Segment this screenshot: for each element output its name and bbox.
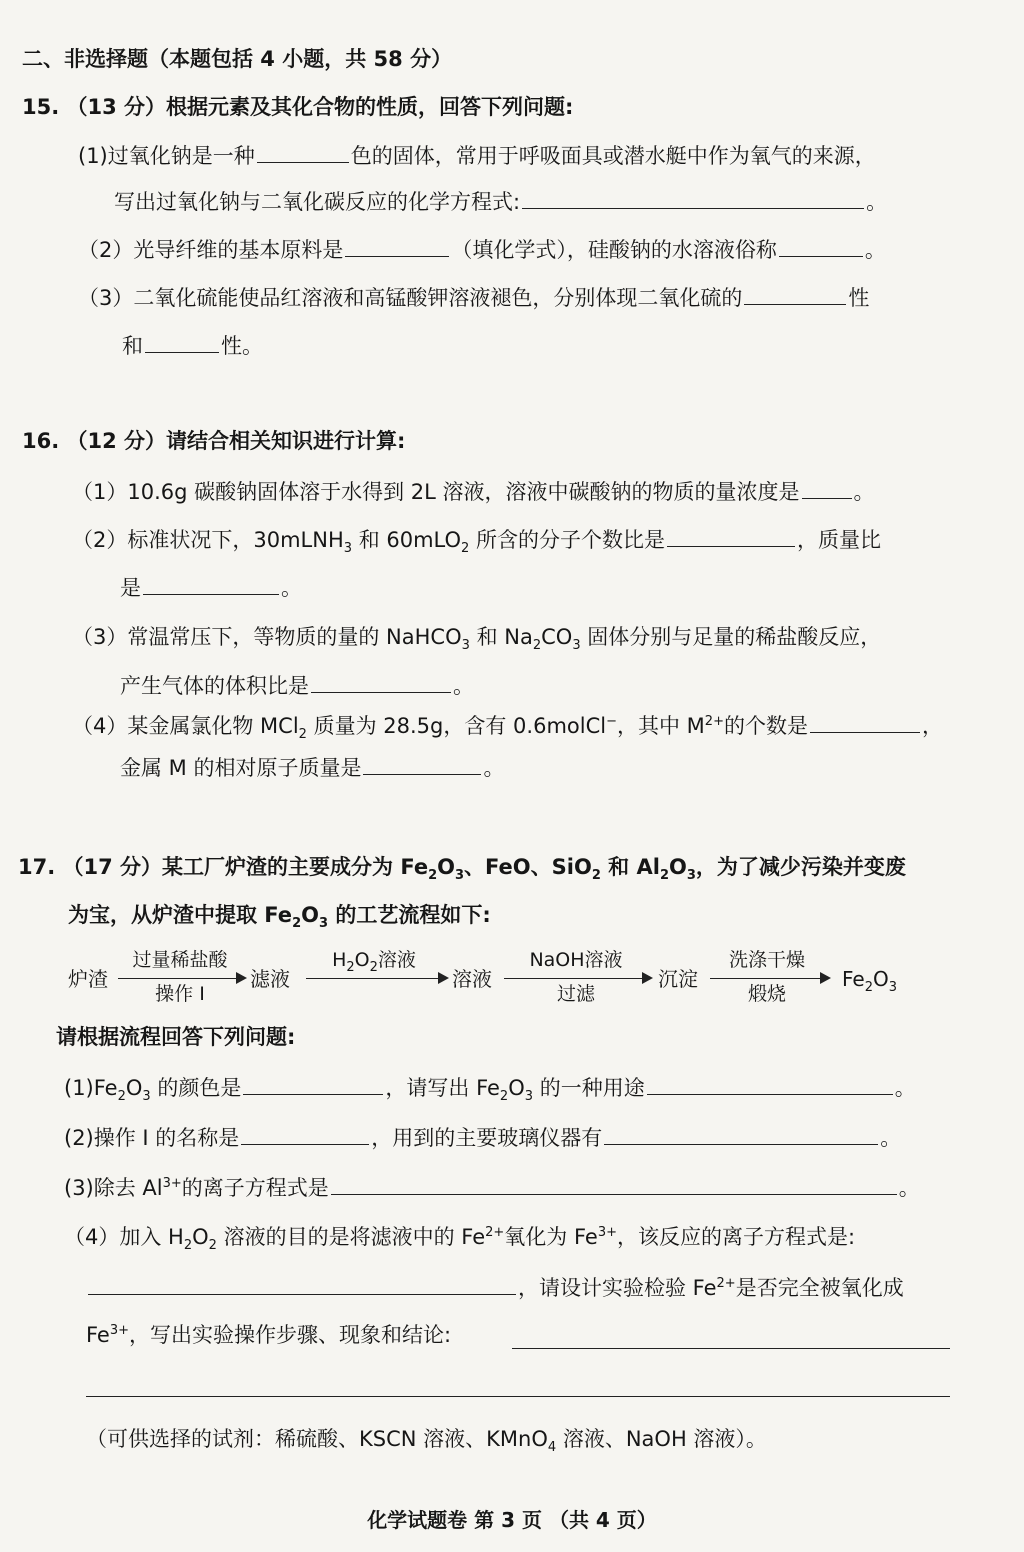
q17-part4-line2: ，请设计实验检验 $Fe^{2+}$是否完全被氧化成: [86, 1272, 904, 1303]
q17-part1: $(1)Fe_2O_3$ 的颜色是 ，请写出 $Fe_2O_3$ 的一种用途 。: [64, 1072, 916, 1103]
answer-blank[interactable]: [243, 1072, 383, 1095]
q17-part2: (2)操作 I 的名称是 ，用到的主要玻璃仪器有 。: [64, 1122, 901, 1153]
answer-blank[interactable]: [311, 670, 451, 693]
q16-header: 16. （12 分）请结合相关知识进行计算:: [22, 429, 406, 453]
answer-blank[interactable]: [143, 572, 279, 595]
flow-node-filtrate: 滤液: [250, 967, 290, 991]
q15-part1-line1: (1)过氧化钠是一种 色的固体，常用于呼吸面具或潜水艇中作为氧气的来源，: [78, 140, 876, 171]
process-flow-diagram: [62, 948, 962, 1010]
q16-part4-line1: （4）某金属氯化物 MCl$_2$ 质量为 28.5g，含有 0.6molCl−，其中 $M^{2+}$的个数是 ，: [72, 710, 943, 741]
q15-part2: （2）光导纤维的基本原料是 （填化学式），硅酸钠的水溶液俗称 。: [78, 234, 886, 265]
flow-arrow2-top-label: $H_2O_2$溶液: [332, 949, 416, 975]
q16-part1: （1）10.6g 碳酸钠固体溶于水得到 2L 溶液，溶液中碳酸钠的物质的量浓度是 。: [72, 476, 875, 507]
flow-arrow4-top-label: 洗涤干燥: [728, 949, 805, 971]
flow-node-precipitate: 沉淀: [658, 967, 698, 991]
answer-blank[interactable]: [241, 1122, 369, 1145]
answer-blank[interactable]: [779, 234, 863, 257]
answer-blank[interactable]: [331, 1172, 897, 1195]
q15-part3-line1: （3）二氧化硫能使品红溶液和高锰酸钾溶液褪色，分别体现二氧化硫的 性: [78, 282, 869, 313]
answer-blank[interactable]: [744, 282, 846, 305]
answer-blank[interactable]: [512, 1348, 950, 1349]
q16-part3-line1: （3）常温常压下，等物质的量的 NaHCO$_3$ 和 $Na_2CO_3$ 固体分别与足量的稀盐酸反应，: [72, 625, 882, 654]
answer-blank[interactable]: [604, 1122, 878, 1145]
q15-part3-line2: 和 性。: [122, 330, 263, 361]
answer-blank[interactable]: [345, 234, 449, 257]
answer-blank[interactable]: [810, 710, 920, 733]
q17-intro-line2: 为宝，从炉渣中提取 $Fe_2O_3$ 的工艺流程如下:: [68, 903, 491, 932]
q17-part4-line3: $Fe^{3+}$，写出实验操作步骤、现象和结论:: [86, 1323, 452, 1347]
flow-arrow-1: [118, 978, 238, 979]
q16-part2-line2: 是 。: [120, 572, 302, 603]
answer-blank[interactable]: [363, 752, 481, 775]
answer-blank[interactable]: [86, 1396, 950, 1397]
q17-prompt: 请根据流程回答下列问题:: [56, 1025, 296, 1049]
flow-node-solution: 溶液: [452, 967, 492, 991]
q17-part4-line1: （4）加入 $H_2O_2$ 溶液的目的是将滤液中的 $Fe^{2+}$氧化为 $Fe^{3+}$，该反应的离子方程式是:: [64, 1225, 856, 1254]
q15-header: 15. （13 分）根据元素及其化合物的性质，回答下列问题:: [22, 95, 574, 119]
flow-arrow3-bottom-label: 过滤: [556, 983, 595, 1005]
flow-arrow4-bottom-label: 煅烧: [747, 983, 786, 1005]
flow-arrow1-bottom-label: 操作 I: [155, 983, 205, 1005]
flow-arrow-2: [306, 978, 440, 979]
q15-part1-line2: 写出过氧化钠与二氧化碳反应的化学方程式: 。: [114, 186, 887, 217]
q17-part3: (3)除去 $Al^{3+}$的离子方程式是 。: [64, 1172, 920, 1203]
flow-node-slag: 炉渣: [68, 967, 108, 991]
answer-blank[interactable]: [647, 1072, 893, 1095]
answer-blank[interactable]: [522, 186, 864, 209]
q16-part4-line2: 金属 M 的相对原子质量是 。: [120, 752, 504, 783]
q17-header: 17. （17 分）某工厂炉渣的主要成分为 $Fe_2O_3$、FeO、SiO$_2$ 和 $Al_2O_3$，为了减少污染并变废: [18, 855, 906, 884]
flow-arrow-3: [504, 978, 644, 979]
answer-blank[interactable]: [257, 140, 349, 163]
q16-part2-line1: （2）标准状况下，30mLNH$_3$ 和 60mLO$_2$ 所含的分子个数比是 ，质量比: [72, 524, 881, 555]
answer-blank[interactable]: [802, 476, 852, 499]
page-footer: 化学试题卷 第 3 页 （共 4 页）: [367, 1508, 657, 1532]
answer-blank[interactable]: [145, 330, 219, 353]
flow-arrow1-top-label: 过量稀盐酸: [132, 949, 228, 971]
section-title: 二、非选择题（本题包括 4 小题，共 58 分）: [22, 47, 453, 71]
flow-arrow-4: [710, 978, 822, 979]
q17-reagents: （可供选择的试剂：稀硫酸、KSCN 溶液、KMnO$_4$ 溶液、NaOH 溶液）。: [86, 1427, 767, 1456]
answer-blank[interactable]: [667, 524, 795, 547]
q16-part3-line2: 产生气体的体积比是 。: [120, 670, 474, 701]
flow-arrow3-top-label: NaOH溶液: [529, 949, 623, 971]
answer-blank[interactable]: [88, 1272, 516, 1295]
flow-node-product: $Fe_2O_3$: [842, 967, 898, 995]
